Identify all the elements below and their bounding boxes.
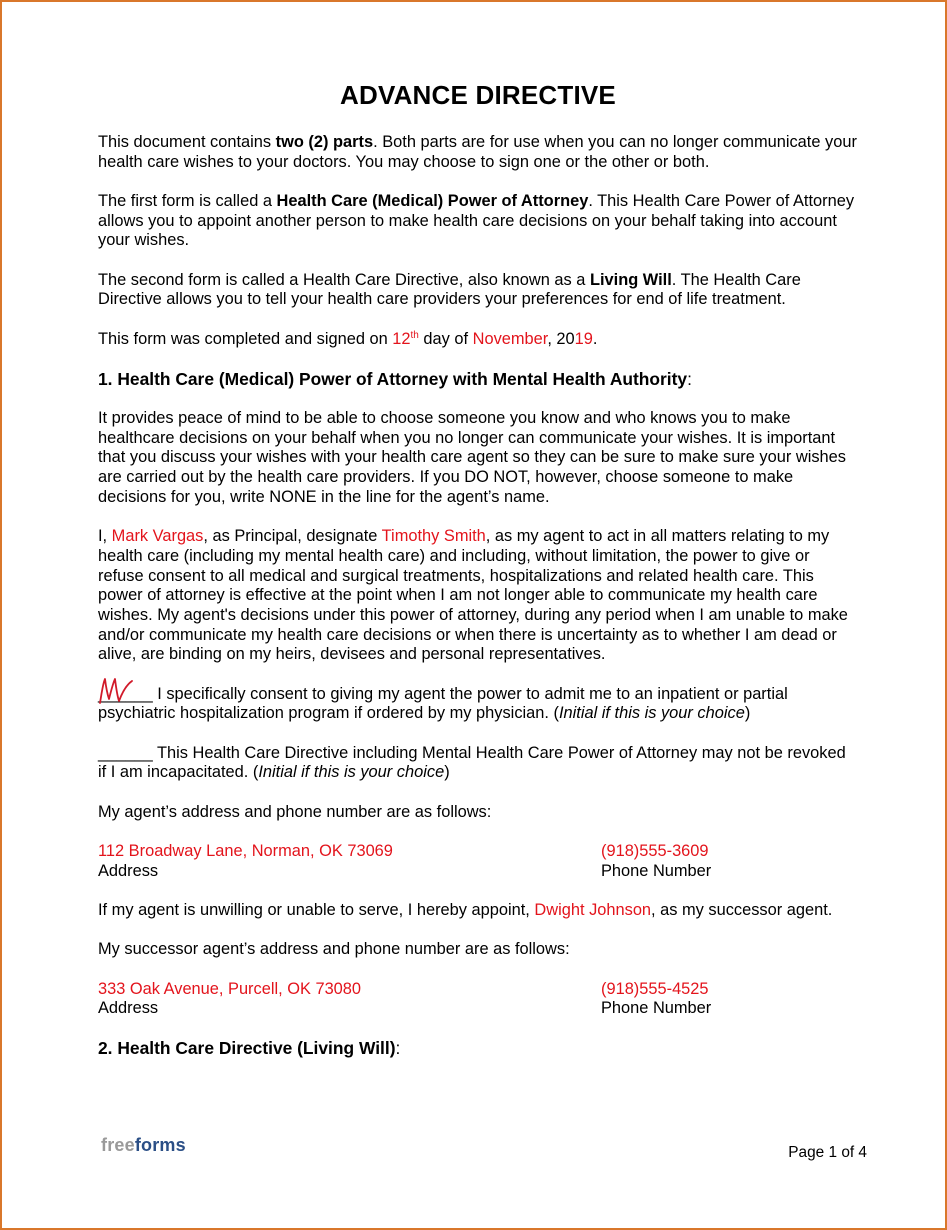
initials-field-1[interactable] xyxy=(98,685,153,705)
intro-paragraph-living-will xyxy=(98,271,858,310)
text: I specifically consent to giving my agent the power to admit me to an inpatient or partial psychiatric hospitalization program if ordered by my physician. ( xyxy=(98,684,788,723)
principal-name-field[interactable]: Mark Vargas xyxy=(111,527,204,546)
completion-date-line xyxy=(98,330,858,350)
agent-name-field[interactable]: Timothy Smith xyxy=(381,527,486,546)
day-suffix: th xyxy=(410,329,419,341)
initials-field-2[interactable]: ______ xyxy=(98,743,153,762)
agent-address-column xyxy=(98,842,393,881)
text: I, xyxy=(98,527,112,546)
text: . The Health Care Directive allows you to tell your health care providers your preferences for end of life treatment. xyxy=(98,270,801,309)
italic-text: Initial if this is your choice xyxy=(558,704,745,723)
text: ) xyxy=(744,704,751,723)
heading-text: 1. Health Care (Medical) Power of Attorney with Mental Health Authority xyxy=(98,369,688,389)
section-1-heading xyxy=(98,369,858,389)
text: This form was completed and signed on xyxy=(98,329,393,348)
text: This Health Care Directive including Mental Health Care Power of Attorney may not be revoked if I am incapacitated. ( xyxy=(98,743,846,782)
successor-phone-field[interactable]: (918)555-4525 xyxy=(601,979,709,998)
logo-free-text: free xyxy=(101,1135,135,1155)
freeforms-logo xyxy=(101,1135,186,1156)
heading-text: 2. Health Care Directive (Living Will) xyxy=(98,1038,396,1059)
text: , as Principal, designate xyxy=(203,527,382,546)
text: day of xyxy=(418,329,473,348)
text: This document contains xyxy=(98,133,276,151)
successor-phone-column xyxy=(601,980,711,1019)
successor-agent-paragraph xyxy=(98,901,858,921)
document-title: ADVANCE DIRECTIVE xyxy=(340,80,616,110)
agent-contact-block xyxy=(98,842,858,881)
bold-text: Living Will xyxy=(589,270,672,289)
agent-address-intro: My agent’s address and phone number are as follows: xyxy=(98,802,492,821)
text: If my agent is unwilling or unable to serve, I hereby appoint, xyxy=(98,900,535,919)
psychiatric-consent-clause xyxy=(98,685,858,724)
successor-contact-block xyxy=(98,980,858,1019)
successor-address-intro: My successor agent’s address and phone number are as follows: xyxy=(98,940,570,959)
agent-address-field[interactable]: 112 Broadway Lane, Norman, OK 73069 xyxy=(98,841,393,860)
successor-address-column xyxy=(98,980,361,1019)
year-field[interactable]: 19 xyxy=(574,329,593,348)
page-number: Page 1 of 4 xyxy=(788,1144,867,1161)
section-1-intro: It provides peace of mind to be able to choose someone you know and who knows you to make healthcare decisions on your behalf when you no longer can communicate your wishes. It is important that you discuss your wishes with your health care agent so they can be sure to make sure your wishes are carried out by the health care providers. If you DO NOT, however, choose someone to make decisions for you, write NONE in the line for the agent’s name. xyxy=(98,409,846,506)
agent-phone-field[interactable]: (918)555-3609 xyxy=(601,841,709,860)
logo-forms-text: forms xyxy=(134,1135,186,1155)
text: , 20 xyxy=(547,329,575,348)
text: The second form is called a Health Care Directive, also known as a xyxy=(98,270,590,289)
text: . This Health Care Power of Attorney allows you to appoint another person to make health care decisions on your behalf taking into account your wishes. xyxy=(98,192,855,250)
blank-line: ______ xyxy=(98,684,153,703)
address-label: Address xyxy=(98,999,159,1018)
day-value: 12 xyxy=(392,329,411,348)
bold-text: two (2) parts xyxy=(275,133,374,151)
successor-address-field[interactable]: 333 Oak Avenue, Purcell, OK 73080 xyxy=(98,979,362,998)
document-page xyxy=(98,78,858,1078)
irrevocable-clause xyxy=(98,744,858,783)
day-field[interactable] xyxy=(392,330,419,348)
text: . xyxy=(592,329,598,348)
text: ) xyxy=(444,763,450,782)
agent-phone-column xyxy=(601,842,711,881)
heading-colon: : xyxy=(687,369,692,389)
successor-name-field[interactable]: Dwight Johnson xyxy=(534,900,652,919)
section-2-heading xyxy=(98,1038,858,1058)
address-label: Address xyxy=(98,861,159,880)
designation-paragraph xyxy=(98,527,858,665)
intro-paragraph-parts xyxy=(98,133,858,172)
text: The first form is called a xyxy=(98,192,277,210)
text: , as my agent to act in all matters relating to my health care (including my mental health care) and including, without limitation, the power to give or refuse consent to all medical and surgical treatments, hospitalizations and related health care. This power of attorney is effective at the point when I am not longer able to communicate my health care wishes. My agent's decisions under this power of attorney, during any period when I am unable to make and/or communicate my health care decisions or when there is uncertainty as to whether I am dead or alive, are binding on my heirs, devisees and personal representatives. xyxy=(98,527,848,664)
text: , as my successor agent. xyxy=(651,900,833,919)
italic-text: Initial if this is your choice xyxy=(258,763,445,782)
phone-label: Phone Number xyxy=(601,861,712,880)
month-field[interactable]: November xyxy=(472,329,548,348)
heading-colon: : xyxy=(395,1038,401,1059)
text: . Both parts are for use when you can no longer communicate your health care wishes to your doctors. You may choose to sign one or the other or both. xyxy=(98,133,857,171)
bold-text: Health Care (Medical) Power of Attorney xyxy=(276,192,589,210)
intro-paragraph-poa xyxy=(98,192,858,251)
initials-signature xyxy=(96,673,140,709)
phone-label: Phone Number xyxy=(601,999,712,1018)
